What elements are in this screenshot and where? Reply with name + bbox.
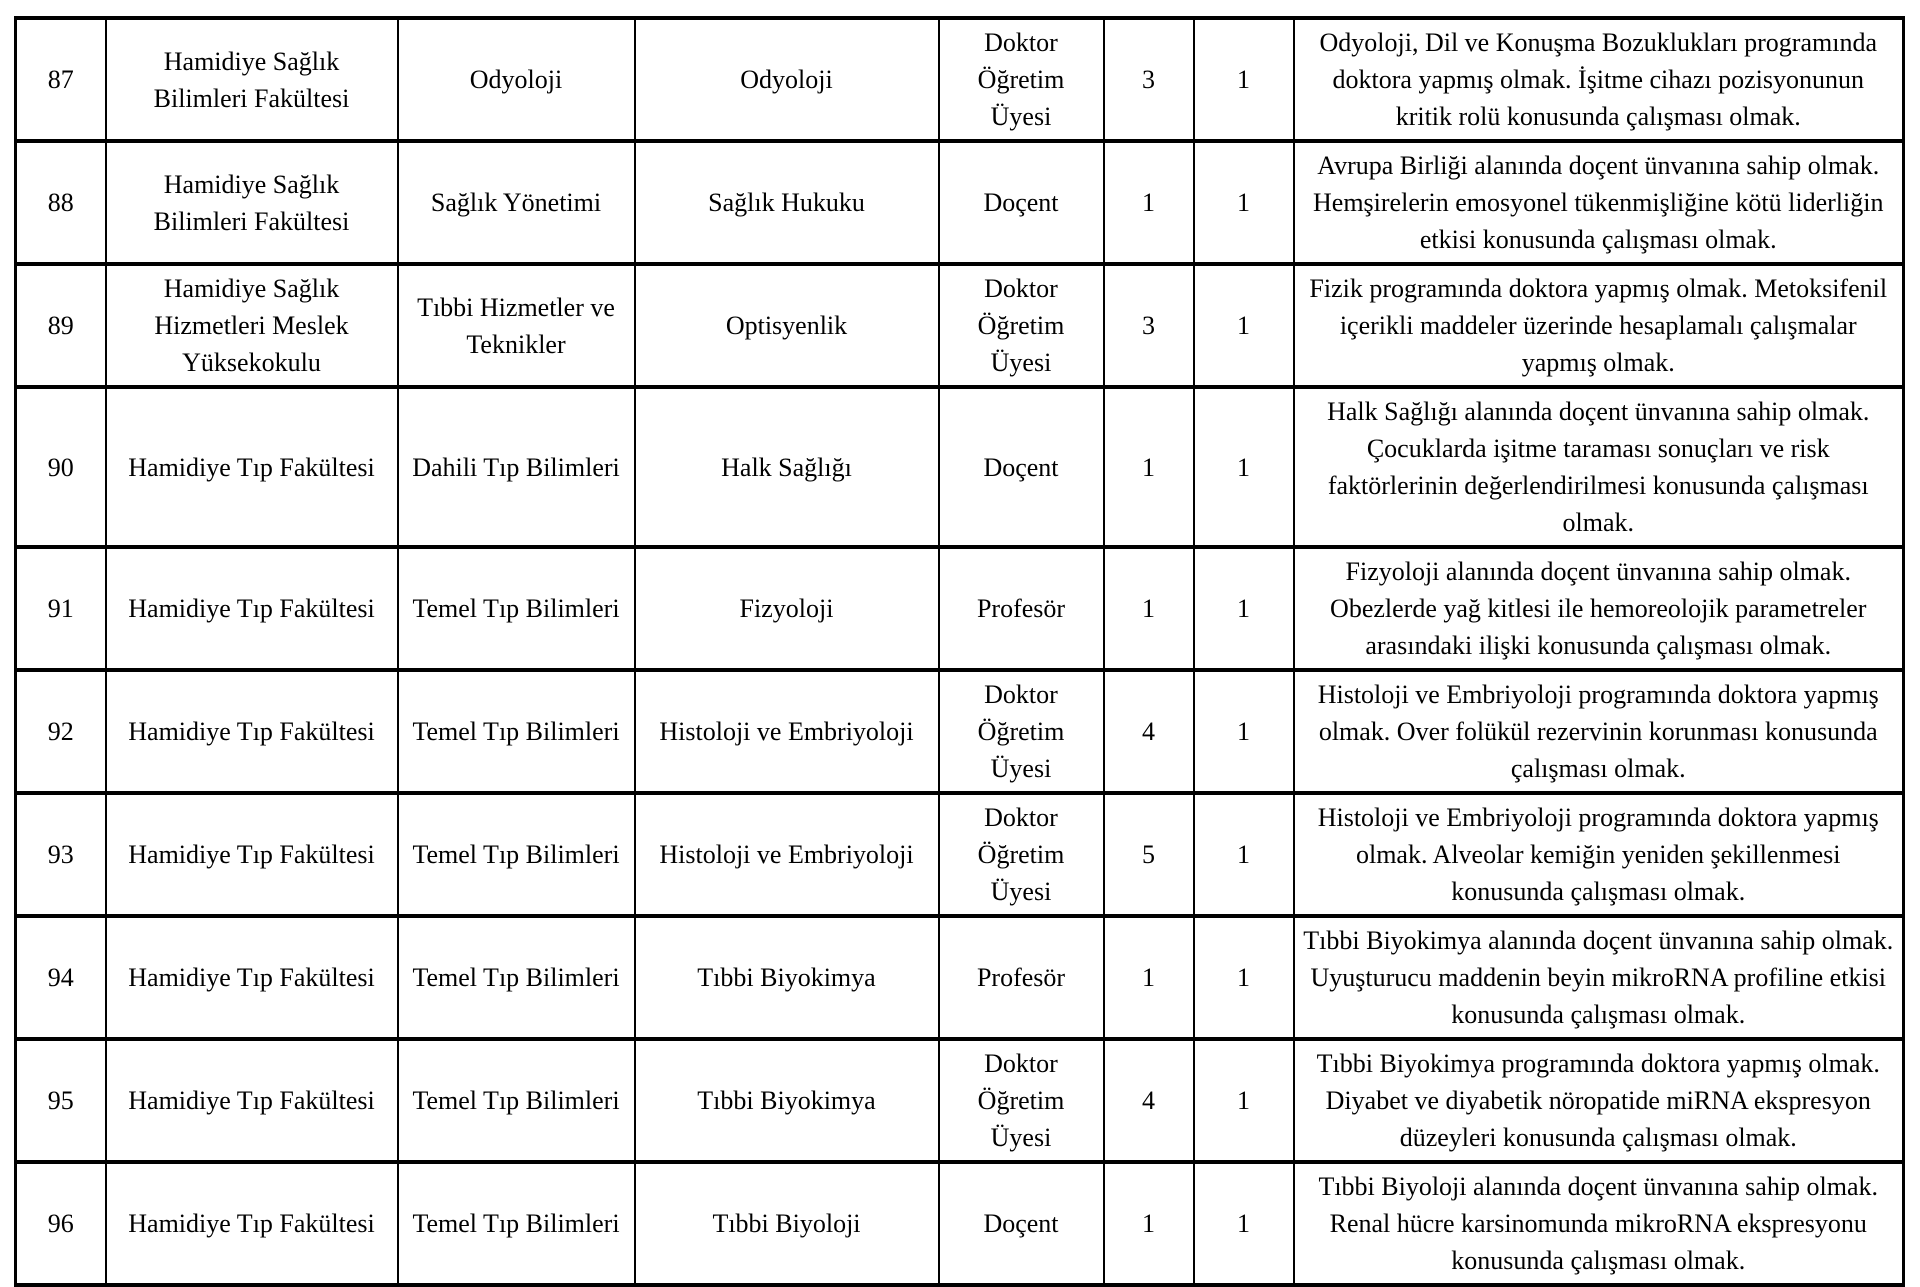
cell-department: Temel Tıp Bilimleri: [398, 1162, 635, 1285]
cell-academic-title: Doçent: [939, 387, 1104, 547]
cell-department: Dahili Tıp Bilimleri: [398, 387, 635, 547]
table-row: [16, 916, 1904, 1039]
cell-count-a: 3: [1104, 264, 1194, 387]
cell-count-b: 1: [1194, 670, 1294, 793]
cell-field: Sağlık Hukuku: [635, 141, 939, 264]
table-row: [16, 793, 1904, 916]
cell-academic-title: Doçent: [939, 141, 1104, 264]
cell-row-number: 96: [16, 1162, 106, 1285]
table-row: [16, 670, 1904, 793]
cell-count-a: 1: [1104, 387, 1194, 547]
cell-count-b: 1: [1194, 793, 1294, 916]
cell-academic-title: Doktor Öğretim Üyesi: [939, 1039, 1104, 1162]
table-row: [16, 547, 1904, 670]
table-row: [16, 18, 1904, 141]
cell-row-number: 91: [16, 547, 106, 670]
cell-department: Temel Tıp Bilimleri: [398, 547, 635, 670]
cell-row-number: 90: [16, 387, 106, 547]
cell-field: Fizyoloji: [635, 547, 939, 670]
cell-count-a: 1: [1104, 547, 1194, 670]
cell-faculty: Hamidiye Tıp Fakültesi: [106, 793, 398, 916]
cell-department: Temel Tıp Bilimleri: [398, 793, 635, 916]
cell-department: Tıbbi Hizmetler ve Teknikler: [398, 264, 635, 387]
cell-count-b: 1: [1194, 547, 1294, 670]
cell-academic-title: Doçent: [939, 1162, 1104, 1285]
cell-faculty: Hamidiye Sağlık Hizmetleri Meslek Yüksekokulu: [106, 264, 398, 387]
cell-requirements: Odyoloji, Dil ve Konuşma Bozuklukları programında doktora yapmış olmak. İşitme cihazı pozisyonunun kritik rolü konusunda çalışması olmak.: [1294, 18, 1904, 141]
cell-faculty: Hamidiye Tıp Fakültesi: [106, 916, 398, 1039]
cell-count-a: 4: [1104, 670, 1194, 793]
cell-department: Temel Tıp Bilimleri: [398, 916, 635, 1039]
cell-faculty: Hamidiye Sağlık Bilimleri Fakültesi: [106, 18, 398, 141]
cell-count-b: 1: [1194, 1039, 1294, 1162]
cell-field: Odyoloji: [635, 18, 939, 141]
cell-field: Tıbbi Biyokimya: [635, 1039, 939, 1162]
cell-requirements: Tıbbi Biyoloji alanında doçent ünvanına sahip olmak. Renal hücre karsinomunda mikroRNA ekspresyonu konusunda çalışması olmak.: [1294, 1162, 1904, 1285]
table-row: [16, 1039, 1904, 1162]
cell-row-number: 89: [16, 264, 106, 387]
cell-department: Temel Tıp Bilimleri: [398, 670, 635, 793]
table-row: [16, 264, 1904, 387]
cell-faculty: Hamidiye Tıp Fakültesi: [106, 1162, 398, 1285]
cell-count-a: 1: [1104, 916, 1194, 1039]
cell-academic-title: Profesör: [939, 547, 1104, 670]
vacancy-table: [14, 16, 1905, 1287]
cell-field: Tıbbi Biyoloji: [635, 1162, 939, 1285]
cell-requirements: Fizik programında doktora yapmış olmak. Metoksifenil içerikli maddeler üzerinde hesaplamalı çalışmalar yapmış olmak.: [1294, 264, 1904, 387]
cell-count-a: 1: [1104, 141, 1194, 264]
cell-field: Halk Sağlığı: [635, 387, 939, 547]
cell-academic-title: Profesör: [939, 916, 1104, 1039]
cell-field: Histoloji ve Embriyoloji: [635, 670, 939, 793]
cell-department: Odyoloji: [398, 18, 635, 141]
cell-field: Tıbbi Biyokimya: [635, 916, 939, 1039]
cell-row-number: 95: [16, 1039, 106, 1162]
cell-requirements: Fizyoloji alanında doçent ünvanına sahip olmak. Obezlerde yağ kitlesi ile hemoreolojik parametreler arasındaki ilişki konusunda çalışması olmak.: [1294, 547, 1904, 670]
cell-count-b: 1: [1194, 264, 1294, 387]
cell-requirements: Histoloji ve Embriyoloji programında doktora yapmış olmak. Over folükül rezervinin korunması konusunda çalışması olmak.: [1294, 670, 1904, 793]
cell-academic-title: Doktor Öğretim Üyesi: [939, 18, 1104, 141]
cell-row-number: 93: [16, 793, 106, 916]
cell-requirements: Avrupa Birliği alanında doçent ünvanına sahip olmak. Hemşirelerin emosyonel tükenmişliğine kötü liderliğin etkisi konusunda çalışması olmak.: [1294, 141, 1904, 264]
cell-row-number: 94: [16, 916, 106, 1039]
cell-count-b: 1: [1194, 1162, 1294, 1285]
cell-faculty: Hamidiye Tıp Fakültesi: [106, 1039, 398, 1162]
cell-requirements: Tıbbi Biyokimya programında doktora yapmış olmak. Diyabet ve diyabetik nöropatide miRNA ekspresyon düzeyleri konusunda çalışması olmak.: [1294, 1039, 1904, 1162]
cell-row-number: 87: [16, 18, 106, 141]
cell-row-number: 92: [16, 670, 106, 793]
cell-count-b: 1: [1194, 387, 1294, 547]
cell-faculty: Hamidiye Tıp Fakültesi: [106, 387, 398, 547]
cell-count-b: 1: [1194, 141, 1294, 264]
cell-faculty: Hamidiye Tıp Fakültesi: [106, 670, 398, 793]
cell-academic-title: Doktor Öğretim Üyesi: [939, 670, 1104, 793]
cell-count-a: 1: [1104, 1162, 1194, 1285]
table-row: [16, 1162, 1904, 1285]
vacancy-table-body: [16, 18, 1904, 1285]
cell-count-a: 5: [1104, 793, 1194, 916]
cell-field: Optisyenlik: [635, 264, 939, 387]
cell-requirements: Tıbbi Biyokimya alanında doçent ünvanına sahip olmak. Uyuşturucu maddenin beyin mikroRNA profiline etkisi konusunda çalışması olmak.: [1294, 916, 1904, 1039]
cell-requirements: Histoloji ve Embriyoloji programında doktora yapmış olmak. Alveolar kemiğin yeniden şekillenmesi konusunda çalışması olmak.: [1294, 793, 1904, 916]
table-row: [16, 387, 1904, 547]
cell-count-a: 3: [1104, 18, 1194, 141]
cell-department: Temel Tıp Bilimleri: [398, 1039, 635, 1162]
cell-department: Sağlık Yönetimi: [398, 141, 635, 264]
cell-faculty: Hamidiye Sağlık Bilimleri Fakültesi: [106, 141, 398, 264]
cell-field: Histoloji ve Embriyoloji: [635, 793, 939, 916]
cell-requirements: Halk Sağlığı alanında doçent ünvanına sahip olmak. Çocuklarda işitme taraması sonuçları ve risk faktörlerinin değerlendirilmesi konusunda çalışması olmak.: [1294, 387, 1904, 547]
cell-count-b: 1: [1194, 18, 1294, 141]
cell-count-b: 1: [1194, 916, 1294, 1039]
table-row: [16, 141, 1904, 264]
cell-count-a: 4: [1104, 1039, 1194, 1162]
cell-row-number: 88: [16, 141, 106, 264]
cell-academic-title: Doktor Öğretim Üyesi: [939, 793, 1104, 916]
cell-faculty: Hamidiye Tıp Fakültesi: [106, 547, 398, 670]
cell-academic-title: Doktor Öğretim Üyesi: [939, 264, 1104, 387]
